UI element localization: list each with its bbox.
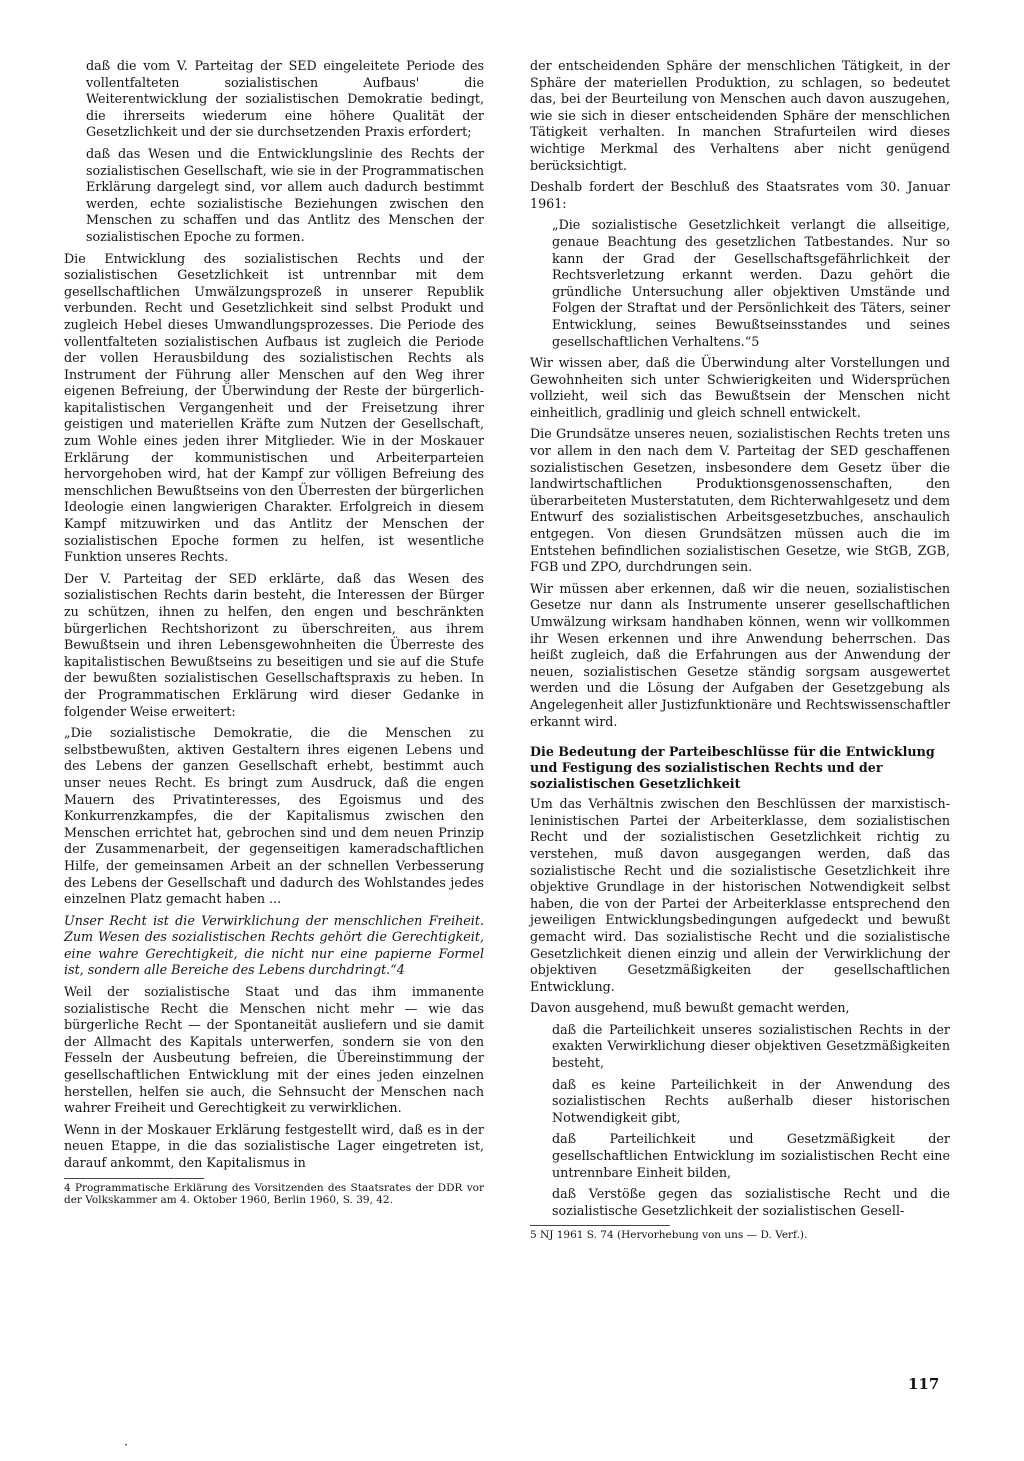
scan-speck: · (124, 1438, 129, 1453)
list-item: daß Verstöße gegen das sozialistische Recht und die sozialistische Gesetzlichkeit der sozialistischen Gesell- (552, 1186, 950, 1218)
paragraph: Weil der sozialistische Staat und das ihm immanente sozialistische Recht die Menschen nicht mehr — wie das bürgerliche Recht — der Spontaneität ausliefern und sie damit der Allmacht des Kapitals unterwerfen, sondern sie von den Fesseln der Ausbeutung befreien, die Übereinstimmung der gesellschaftlichen Entwicklung mit der eines jeden einzelnen herstellen, helfen sie auch, die Sehnsucht der Menschen nach wahrer Freiheit und Gerechtigkeit zu verwirklichen. (64, 984, 484, 1116)
footnote: 4 Programmatische Erklärung des Vorsitzenden des Staatsrates der DDR vor der Volkskammer am 4. Oktober 1960, Berlin 1960, S. 39, 42. (64, 1181, 484, 1207)
list-item: daß es keine Parteilichkeit in der Anwendung des sozialistischen Rechts außerhalb dieser historischen Notwendigkeit gibt, (552, 1076, 950, 1125)
list-item: daß die Parteilichkeit unseres sozialistischen Rechts in der exakten Verwirklichung dieser objektiven Gesetzmäßigkeiten besteht, (552, 1021, 950, 1071)
paragraph: daß die vom V. Parteitag der SED eingeleitete Periode des vollentfalteten sozialistischen Aufbaus' die Weiterentwicklung der sozialistischen Demokratie bedingt, die ihrerseits wiederum eine höhere Qualität der Gesetzlichkeit und der sie durchsetzenden Praxis erfordert; (86, 58, 484, 140)
footnote: 5 NJ 1961 S. 74 (Hervorhebung von uns — D. Verf.). (530, 1229, 808, 1242)
paragraph: Davon ausgehend, muß bewußt gemacht werden, (530, 1000, 850, 1016)
footnote-divider (530, 1225, 670, 1226)
paragraph: der entscheidenden Sphäre der menschlichen Tätigkeit, in der Sphäre der materiellen Produktion, zu schlagen, so bedeutet das, bei der Beurteilung von Menschen auch davon auszugehen, wie sie sich in dieser entscheidenden Sphäre der menschlichen Tätigkeit verhalten. In manchen Strafurteilen wird dieses wichtige Merkmal des Verhaltens aber nicht genügend berücksichtigt. (530, 58, 950, 173)
right-column (530, 58, 950, 1242)
quote-paragraph: „Die sozialistische Demokratie, die die Menschen zu selbstbewußten, aktiven Gestaltern ihres eigenen Lebens und des Lebens der ganzen Gesellschaft erhebt, bestimmt auch unser neues Recht. Es bringt zum Ausdruck, daß die engen Mauern des Privatinteresses, des Egoismus und des Konkurrenzkampfes, die der Kapitalismus zwischen den Menschen errichtet hat, gebrochen sind und dem neuen Prinzip der Zusammenarbeit, der gegenseitigen kameradschaftlichen Hilfe, der gemeinsamen Arbeit an der schnellen Verbesserung des Lebens der Gesellschaft und dadurch des Wohlstandes jedes einzelnen Platz gemacht haben ... (64, 725, 484, 907)
list-item: daß Parteilichkeit und Gesetzmäßigkeit der gesellschaftlichen Entwicklung im sozialistischen Recht eine untrennbare Einheit bilden, (552, 1131, 950, 1180)
quote-italic-paragraph: Unser Recht ist die Verwirklichung der menschlichen Freiheit. Zum Wesen des sozialistischen Rechts gehört die Gerechtigkeit, eine wahre Gerechtigkeit, die nicht nur eine papierne Formel ist, sondern alle Bereiche des Lebens durchdringt.“4 (64, 912, 484, 978)
section-heading: Die Bedeutung der Parteibeschlüsse für die Entwicklung und Festigung des sozialistischen Rechts und der sozialistischen Gesetzlichkeit (530, 744, 935, 792)
paragraph: Wir wissen aber, daß die Überwindung alter Vorstellungen und Gewohnheiten sich unter Schwierigkeiten und Widersprüchen vollzieht, weil sich das Bewußtsein der Menschen nicht einheitlich, gradlinig und gleich schnell entwickelt. (530, 355, 950, 420)
quote-paragraph: „Die sozialistische Gesetzlichkeit verlangt die allseitige, genaue Beachtung des gesetzlichen Tatbestandes. Nur so kann der Grad der Gesellschaftsgefährlichkeit der Rechtsverletzung erkannt werden. Dazu gehört die gründliche Untersuchung aller objektiven Umstände und Folgen der Straftat und der Persönlichkeit des Täters, seiner Entwicklung, seines Bewußtseinsstandes und seines gesellschaftlichen Verhaltens.“5 (552, 217, 950, 349)
page-number: 117 (908, 1375, 940, 1393)
paragraph: Die Grundsätze unseres neuen, sozialistischen Rechts treten uns vor allem in den nach dem V. Parteitag der SED geschaffenen sozialistischen Gesetzen, insbesondere dem Gesetz über die landwirtschaftlichen Produktionsgenossenschaften, den überarbeiteten Musterstatuten, dem Richterwahlgesetz und dem Entwurf des sozialistischen Arbeitsgesetzbuches, anschaulich entgegen. Von diesen Grundsätzen müssen auch die im Entstehen befindlichen sozialistischen Gesetze, wie StGB, ZGB, FGB und ZPO, durchdrungen sein. (530, 426, 950, 575)
paragraph: Die Entwicklung des sozialistischen Rechts und der sozialistischen Gesetzlichkeit ist untrennbar mit dem gesellschaftlichen Umwälzungsprozeß in unserer Republik verbunden. Recht und Gesetzlichkeit sind selbst Produkt und zugleich Hebel dieses Umwandlungsprozesses. Die Periode des vollentfalteten sozialistischen Aufbaus ist zugleich die Periode der vollen Herausbildung des sozialistischen Rechts als Instrument der Führung aller Menschen auf den Weg ihrer eigenen Befreiung, der Überwindung der Reste der bürgerlich-kapitalistischen Vergangenheit und der Freisetzung ihrer geistigen und materiellen Kräfte zum Nutzen der Gesellschaft, zum Wohle eines jeden ihrer Mitglieder. Wie in der Moskauer Erklärung der kommunistischen und Arbeiterparteien hervorgehoben wird, hat der Kampf zur völligen Befreiung des menschlichen Bewußtseins von den Überresten der bürgerlichen Ideologie einen langwierigen Charakter. Erfolgreich in diesem Kampf mitzuwirken und das Antlitz der Menschen der sozialistischen Epoche formen zu helfen, ist wesentliche Funktion unseres Rechts. (64, 250, 484, 565)
footnote-divider (64, 1178, 204, 1179)
left-column (64, 58, 484, 1207)
paragraph: daß das Wesen und die Entwicklungslinie des Rechts der sozialistischen Gesellschaft, wie sie in der Programmatischen Erklärung dargelegt sind, vor allem auch dadurch bestimmt werden, echte sozialistische Beziehungen zwischen den Menschen zu schaffen und das Antlitz des Menschen der sozialistischen Epoche zu formen. (86, 145, 484, 244)
paragraph: Wir müssen aber erkennen, daß wir die neuen, sozialistischen Gesetze nur dann als Instrumente unserer gesellschaftlichen Umwälzung wirksam handhaben können, wenn wir vollkommen ihr Wesen erkennen und ihre Anwendung beherrschen. Das heißt zugleich, daß die Erfahrungen aus der Anwendung der neuen, sozialistischen Gesetze ständig sorgsam ausgewertet werden und die Lösung der Aufgaben der Gesetzgebung als Angelegenheit aller Justizfunktionäre und Rechtswissenschaftler erkannt wird. (530, 580, 950, 729)
paragraph: Wenn in der Moskauer Erklärung festgestellt wird, daß es in der neuen Etappe, in die das sozialistische Lager eingetreten ist, darauf ankommt, den Kapitalismus in (64, 1121, 484, 1170)
paragraph: Deshalb fordert der Beschluß des Staatsrates vom 30. Januar 1961: (530, 179, 950, 211)
paragraph: Der V. Parteitag der SED erklärte, daß das Wesen des sozialistischen Rechts darin besteht, die Interessen der Bürger zu schützen, ihnen zu helfen, den engen und beschränkten bürgerlichen Rechtshorizont zu überschreiten, aus ihrem Bewußtsein und ihren Lebensgewohnheiten die Überreste des kapitalistischen Bewußtseins zu beseitigen und sie auf die Stufe der bewußten sozialistischen Gesellschaftspraxis zu heben. In der Programmatischen Erklärung wird dieser Gedanke in folgender Weise erweitert: (64, 570, 484, 719)
paragraph: Um das Verhältnis zwischen den Beschlüssen der marxistisch-leninistischen Partei der Arbeiterklasse, dem sozialistischen Recht und der sozialistischen Gesetzlichkeit richtig zu verstehen, muß davon ausgegangen werden, daß das sozialistische Recht und die sozialistische Gesetzlichkeit ihre objektive Grundlage in der historischen Notwendigkeit selbst haben, die von der Partei der Arbeiterklasse entsprechend den jeweiligen Entwicklungsbedingungen aufgedeckt und bewußt gemacht wird. Das sozialistische Recht und die sozialistische Gesetzlichkeit dienen einzig und allein der Verwirklichung der objektiven Gesetzmäßigkeiten der gesellschaftlichen Entwicklung. (530, 796, 950, 994)
